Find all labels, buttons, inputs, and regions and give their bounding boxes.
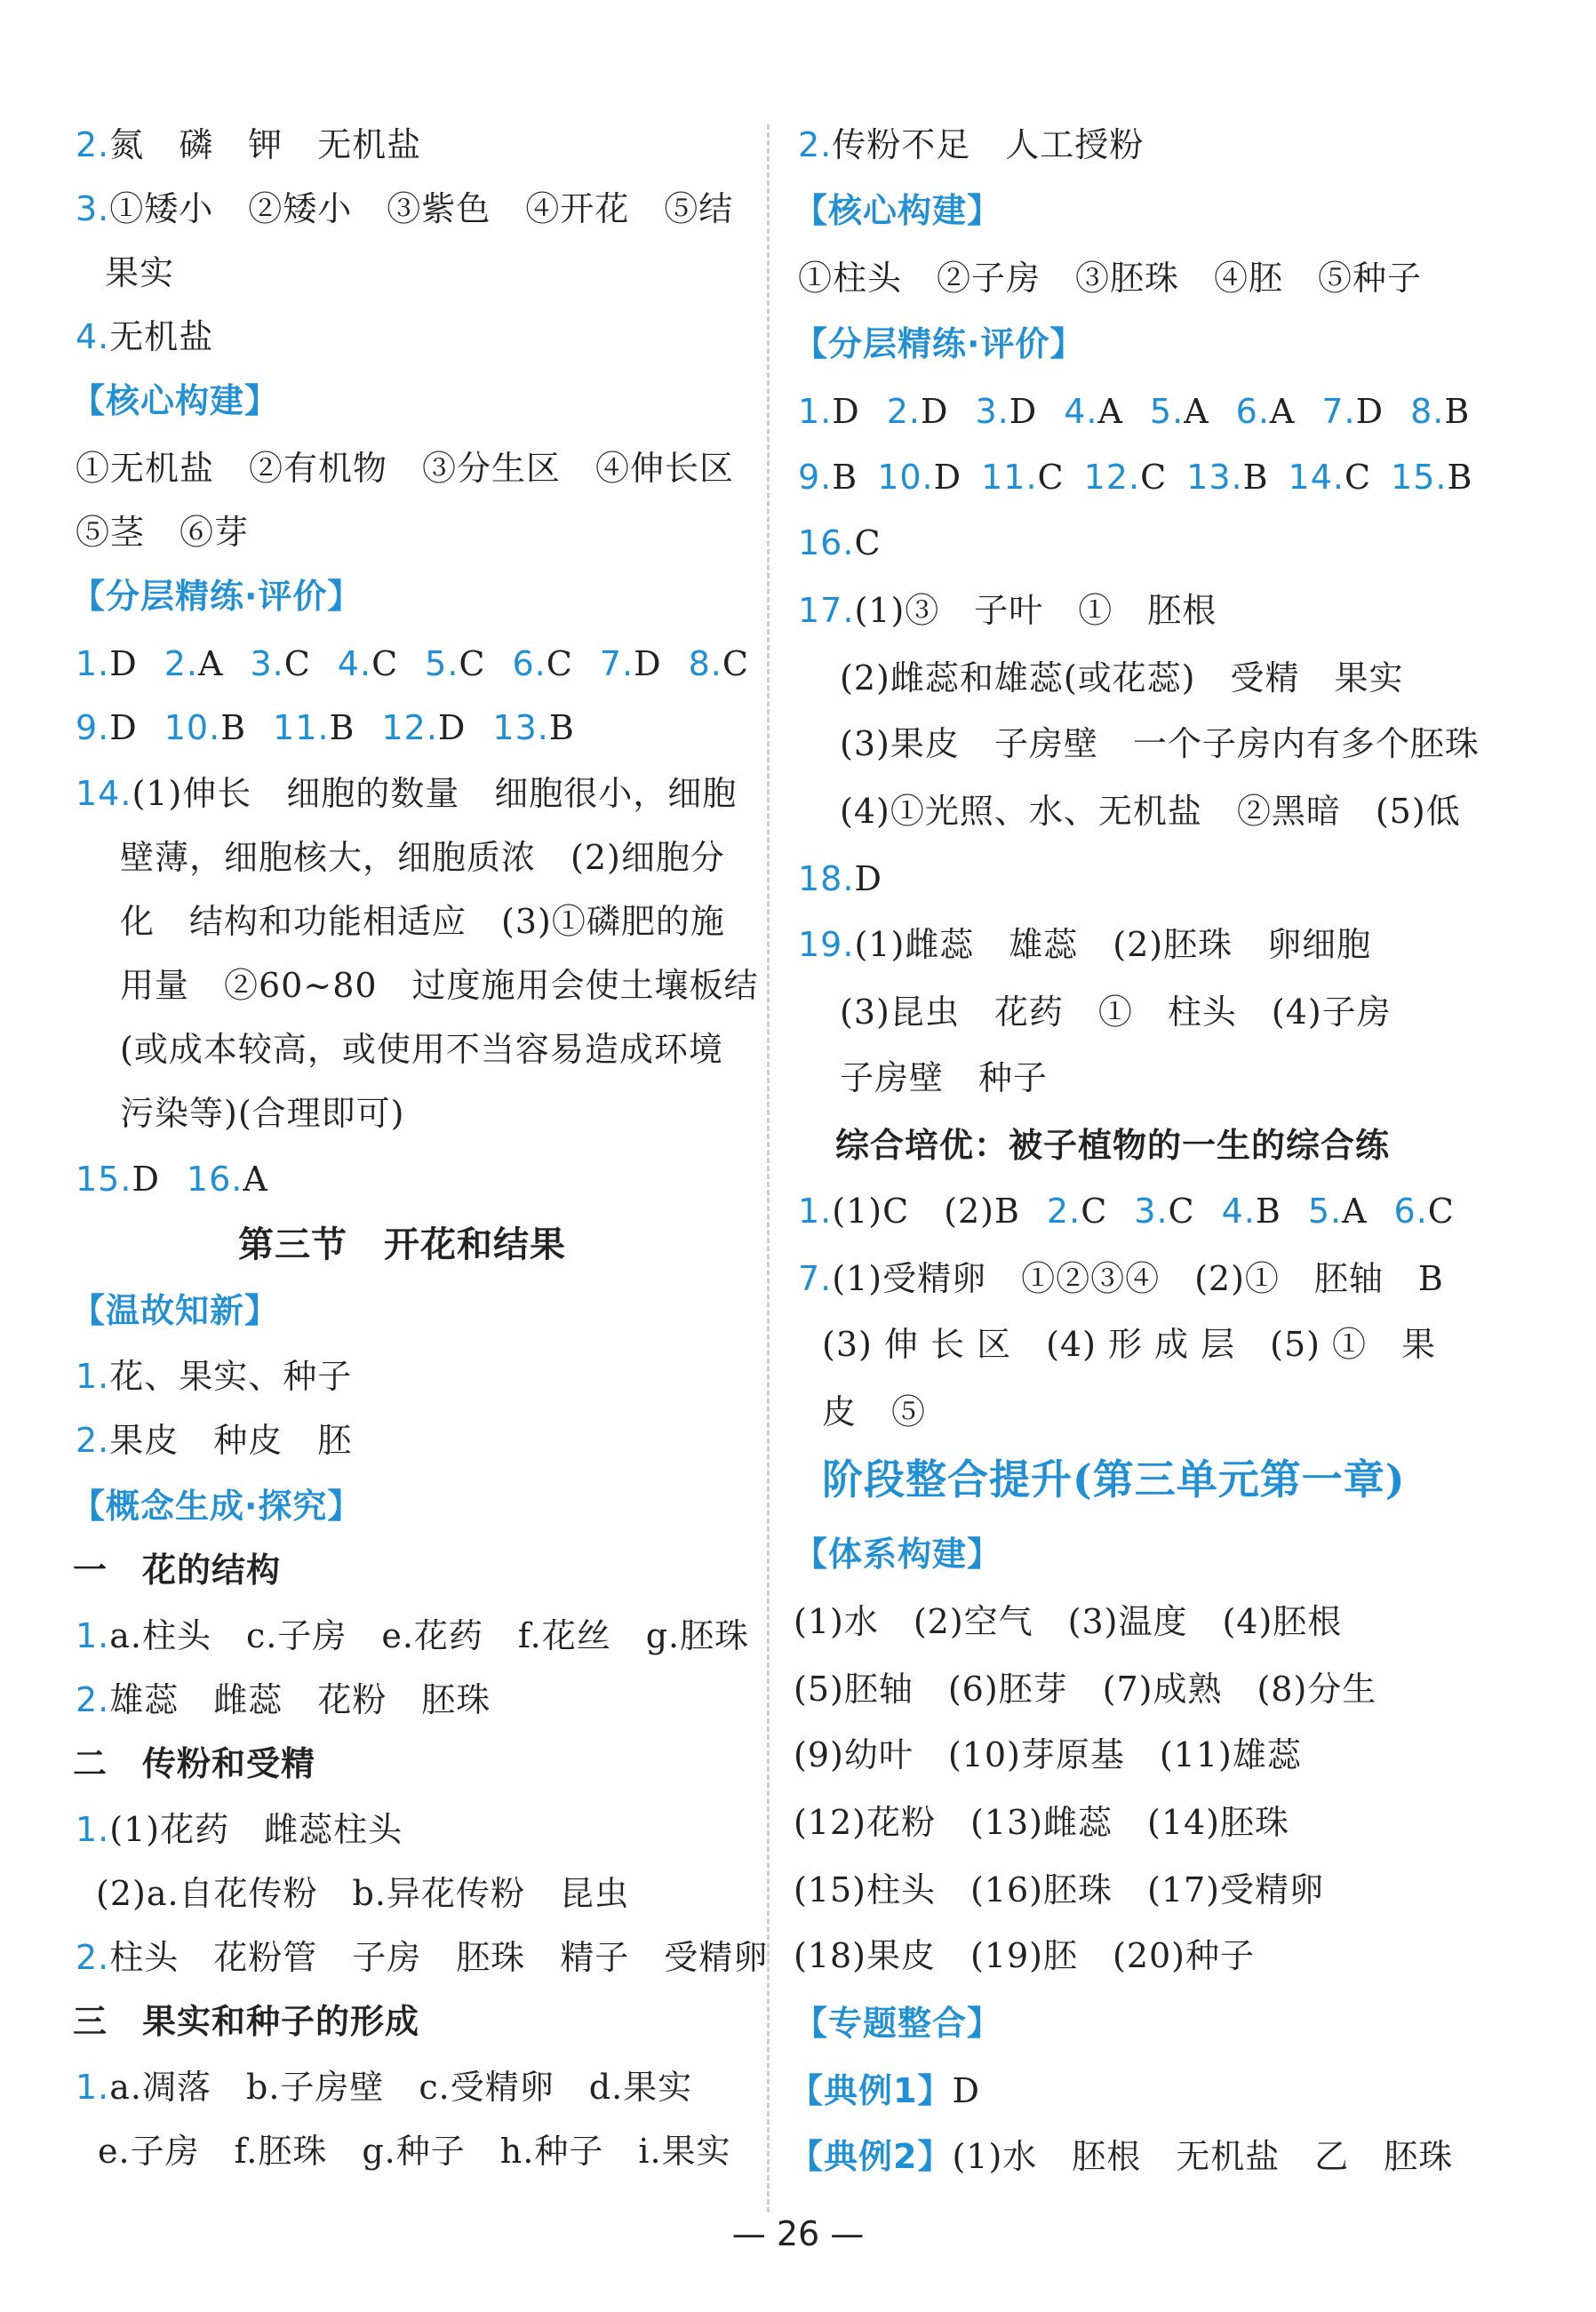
heading-core-build-right: 【核心构建】 <box>794 191 1002 230</box>
answer-item: 9.D <box>76 708 138 747</box>
answer-item: 11.B <box>273 708 355 747</box>
answer-item: 15.B <box>1391 458 1473 497</box>
heading-core-build-left: 【核心构建】 <box>71 381 280 420</box>
answer-item: 6.A <box>1235 392 1296 431</box>
answer-item: 13.B <box>492 708 575 747</box>
stage-integration-title: 阶段整合提升(第三单元第一章) <box>822 1455 1406 1503</box>
left-answers-row-1 <box>76 643 776 684</box>
right-line-1: 2.传粉不足 人工授粉 <box>798 125 1145 164</box>
subsection-pollination: 二 传粉和受精 <box>73 1744 316 1783</box>
system-line-2: (5)胚轴 (6)胚芽 (7)成熟 (8)分生 <box>794 1670 1377 1709</box>
answer-item: 2.A <box>164 644 224 683</box>
page-number: — 26 — <box>731 2214 865 2253</box>
section-title: 第三节 开花和结果 <box>238 1224 566 1265</box>
question-19-line-1: 19.(1)雌蕊 雄蕊 (2)胚珠 卵细胞 <box>798 925 1372 964</box>
fruit-line-1: 1.a.凋落 b.子房壁 c.受精卵 d.果实 <box>76 2068 693 2107</box>
question-7-line-2: (3) 伸 长 区 (4) 形 成 层 (5) ① 果 <box>822 1325 1437 1364</box>
system-line-6: (18)果皮 (19)胚 (20)种子 <box>794 1936 1256 1975</box>
answer-item: 14.C <box>1288 458 1372 497</box>
question-19-line-2: (3)昆虫 花药 ① 柱头 (4)子房 <box>840 993 1392 1032</box>
answer-item: 3.C <box>250 644 311 683</box>
answer-item: 8.C <box>688 644 749 683</box>
question-14-line-2: 壁薄，细胞核大，细胞质浓 (2)细胞分 <box>120 838 725 877</box>
answer-item: 4.B <box>1221 1192 1281 1231</box>
question-7-line-1: 7.(1)受精卵 ①②③④ (2)① 胚轴 B <box>798 1259 1444 1298</box>
answer-item: 12.D <box>381 708 467 747</box>
question-14-line-4: 用量 ②60~80 过度施用会使土壤板结 <box>120 966 759 1005</box>
heading-review: 【温故知新】 <box>71 1291 280 1330</box>
answer-item: 10.D <box>877 458 962 497</box>
subsection-fruit-seed: 三 果实和种子的形成 <box>73 2002 420 2041</box>
left-line-4: 4.无机盐 <box>76 317 214 356</box>
answer-item: 13.B <box>1186 458 1269 497</box>
question-7-line-3: 皮 ⑤ <box>822 1392 927 1431</box>
right-answers-row-3 <box>798 522 908 563</box>
answer-item: 6.C <box>512 644 573 683</box>
left-line-1: 2.氮 磷 钾 无机盐 <box>76 125 422 164</box>
left-answers-row-3 <box>76 1159 295 1200</box>
review-line-2: 2.果皮 种皮 胚 <box>76 1421 353 1460</box>
answer-item: 11.C <box>981 458 1065 497</box>
flower-line-2: 2.雄蕊 雌蕊 花粉 胚珠 <box>76 1680 491 1719</box>
system-line-1: (1)水 (2)空气 (3)温度 (4)胚根 <box>794 1602 1343 1641</box>
answer-item: 2.D <box>886 392 949 431</box>
answer-item: 1.D <box>76 644 138 683</box>
answer-item: 12.C <box>1083 458 1168 497</box>
example-2: 【典例2】(1)水 胚根 无机盐 乙 胚珠 <box>789 2137 1454 2176</box>
answer-item: 9.B <box>798 458 858 497</box>
question-17-line-4: (4)①光照、水、无机盐 ②黑暗 (5)低 <box>840 792 1461 831</box>
answer-item: 2.C <box>1046 1192 1108 1231</box>
question-14-line-3: 化 结构和功能相适应 (3)①磷肥的施 <box>120 902 725 941</box>
system-line-4: (12)花粉 (13)雌蕊 (14)胚珠 <box>794 1803 1290 1842</box>
question-17-line-1: 17.(1)③ 子叶 ① 胚根 <box>798 591 1217 630</box>
answer-item: 15.D <box>76 1160 160 1199</box>
comprehensive-answers-row <box>798 1191 1481 1232</box>
example-1: 【典例1】D <box>789 2071 980 2110</box>
answer-item: 5.C <box>425 644 486 683</box>
answer-item: 16.C <box>798 523 882 562</box>
answer-item: 1.D <box>798 392 860 431</box>
answer-item: 18.D <box>798 859 882 898</box>
system-line-3: (9)幼叶 (10)芽原基 (11)雄蕊 <box>794 1735 1302 1774</box>
question-17-line-2: (2)雌蕊和雄蕊(或花蕊) 受精 果实 <box>840 658 1404 698</box>
answer-item: 3.C <box>1134 1192 1195 1231</box>
heading-layered-practice-right: 【分层精练·评价】 <box>794 324 1085 363</box>
heading-topic-integration: 【专题整合】 <box>794 2004 1002 2043</box>
pollination-line-2: (2)a.自花传粉 b.异花传粉 昆虫 <box>96 1874 629 1913</box>
right-answers-row-4 <box>798 858 909 899</box>
question-19-line-3: 子房壁 种子 <box>840 1058 1049 1097</box>
question-14-line-1: 14.(1)伸长 细胞的数量 细胞很小，细胞 <box>76 774 738 813</box>
answer-item: 4.A <box>1064 392 1123 431</box>
right-core-line: ①柱头 ②子房 ③胚珠 ④胚 ⑤种子 <box>798 259 1423 298</box>
question-17-line-3: (3)果皮 子房壁 一个子房内有多个胚珠 <box>840 724 1480 763</box>
answer-item: 10.B <box>164 708 247 747</box>
fruit-line-2: e.子房 f.胚珠 g.种子 h.种子 i.果实 <box>98 2132 731 2171</box>
system-line-5: (15)柱头 (16)胚珠 (17)受精卵 <box>794 1870 1325 1909</box>
heading-layered-practice-left: 【分层精练·评价】 <box>71 577 363 616</box>
column-divider <box>767 124 770 2212</box>
left-core-line-2: ⑤茎 ⑥芽 <box>76 513 250 552</box>
answer-item: 4.C <box>337 644 399 683</box>
flower-line-1: 1.a.柱头 c.子房 e.花药 f.花丝 g.胚珠 <box>76 1616 750 1655</box>
question-14-line-5: (或成本较高，或使用不当容易造成环境 <box>120 1030 723 1069</box>
answer-item: 5.A <box>1149 392 1209 431</box>
answer-item: 3.D <box>975 392 1038 431</box>
answer-item: 5.A <box>1307 1192 1368 1231</box>
pollination-line-3: 2.柱头 花粉管 子房 胚珠 精子 受精卵 <box>76 1938 769 1977</box>
comprehensive-heading: 综合培优：被子植物的一生的综合练 <box>835 1126 1391 1165</box>
right-answers-row-2 <box>798 457 1492 498</box>
left-line-3: 果实 <box>105 253 175 292</box>
answer-item: 16.A <box>186 1160 268 1199</box>
left-answers-row-2 <box>76 707 602 748</box>
pollination-line-1: 1.(1)花药 雌蕊柱头 <box>76 1810 403 1849</box>
subsection-flower-structure: 一 花的结构 <box>73 1551 282 1590</box>
heading-concept-explore: 【概念生成·探究】 <box>71 1487 363 1526</box>
answer-item: 7.D <box>1321 392 1385 431</box>
answer-item: 6.C <box>1393 1192 1455 1231</box>
answer-item: 1.(1)C (2)B <box>798 1192 1020 1231</box>
answer-item: 7.D <box>599 644 662 683</box>
left-core-line-1: ①无机盐 ②有机物 ③分生区 ④伸长区 <box>76 449 735 488</box>
right-answers-row-1 <box>798 391 1496 432</box>
left-line-2: 3.①矮小 ②矮小 ③紫色 ④开花 ⑤结 <box>76 189 734 228</box>
question-14-line-6: 污染等)(合理即可) <box>120 1094 405 1133</box>
review-line-1: 1.花、果实、种子 <box>76 1357 353 1396</box>
answer-item: 8.B <box>1410 392 1471 431</box>
heading-system-build: 【体系构建】 <box>794 1535 1002 1574</box>
